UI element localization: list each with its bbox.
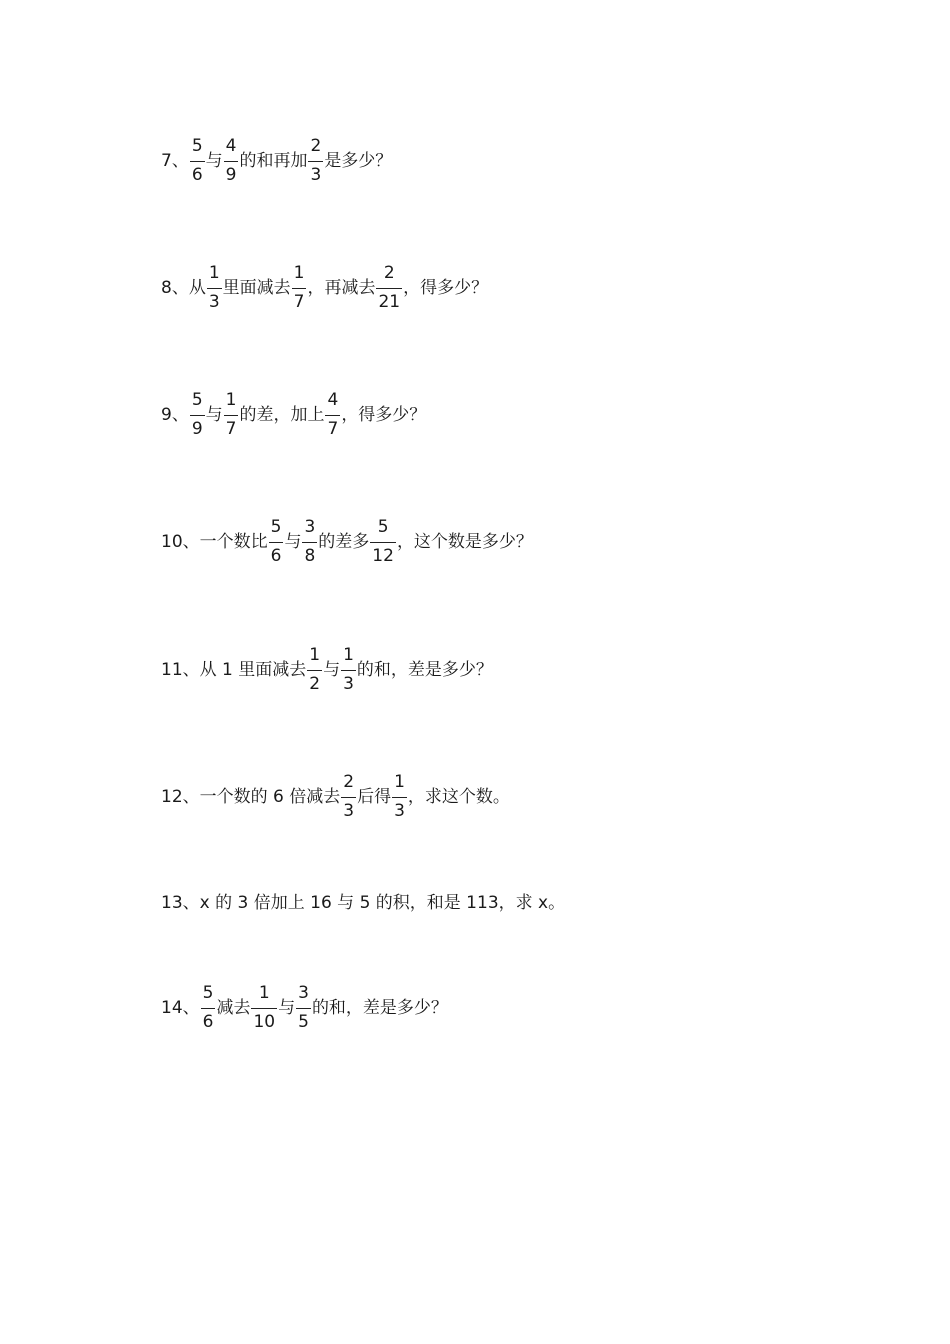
fraction-denominator: 7 xyxy=(327,419,339,439)
problem-8 xyxy=(161,265,488,311)
fraction-numerator: 2 xyxy=(343,772,355,792)
problem-text: 的和再加 xyxy=(239,150,308,171)
fraction-numerator: 4 xyxy=(327,390,339,410)
problem-text: 的差，加上 xyxy=(239,404,325,425)
fraction-denominator: 2 xyxy=(309,674,321,694)
fraction-bar xyxy=(307,670,322,671)
fraction-numerator: 1 xyxy=(225,390,237,410)
problem-text: 10、一个数比 xyxy=(161,531,268,552)
fraction xyxy=(190,138,205,184)
fraction xyxy=(269,519,284,565)
fraction xyxy=(376,265,402,311)
problem-text: ，得多少？ xyxy=(403,277,489,298)
fraction-bar xyxy=(224,415,239,416)
fraction-bar xyxy=(207,288,222,289)
problem-text: 与 xyxy=(284,531,302,552)
fraction xyxy=(224,392,239,438)
fraction-denominator: 6 xyxy=(270,546,282,566)
fraction xyxy=(190,392,205,438)
problem-text: ，求这个数。 xyxy=(407,786,510,807)
fraction-bar xyxy=(325,415,340,416)
fraction-numerator: 1 xyxy=(258,983,270,1003)
fraction-denominator: 3 xyxy=(394,801,405,821)
problem-text: 8、从 xyxy=(161,277,206,298)
fraction-numerator: 1 xyxy=(343,645,354,665)
problem-text: 与 xyxy=(278,997,296,1018)
fraction xyxy=(224,138,239,184)
fraction xyxy=(307,647,322,693)
problem-text: 11、从 1 里面减去 xyxy=(161,659,307,680)
fraction-denominator: 21 xyxy=(378,292,401,312)
fraction-bar xyxy=(392,797,407,798)
fraction-bar xyxy=(190,415,205,416)
fraction xyxy=(296,985,311,1031)
fraction-denominator: 5 xyxy=(298,1012,309,1032)
problem-text: 13、x 的 3 倍加上 16 与 5 的积，和是 113，求 x。 xyxy=(161,893,566,913)
fraction xyxy=(308,138,323,184)
fraction xyxy=(392,774,407,820)
problem-text: 后得 xyxy=(357,786,392,807)
fraction-numerator: 2 xyxy=(383,263,395,283)
fraction-numerator: 1 xyxy=(293,263,305,283)
problem-text: 7、 xyxy=(161,150,189,171)
fraction-bar xyxy=(292,288,307,289)
fraction-bar xyxy=(296,1008,311,1009)
fraction-bar xyxy=(308,161,323,162)
fraction-numerator: 1 xyxy=(394,772,405,792)
fraction-bar xyxy=(190,161,205,162)
problem-text: 里面减去 xyxy=(222,277,291,298)
fraction-denominator: 8 xyxy=(304,546,316,566)
fraction-denominator: 3 xyxy=(343,801,355,821)
problem-text: 与 xyxy=(205,150,223,171)
fraction-denominator: 6 xyxy=(202,1012,214,1032)
problem-10 xyxy=(161,519,533,565)
fraction xyxy=(370,519,396,565)
fraction-denominator: 9 xyxy=(225,165,237,185)
fraction-numerator: 4 xyxy=(225,136,237,156)
problem-text: 的和，差是多少？ xyxy=(311,997,448,1018)
fraction-numerator: 1 xyxy=(309,645,321,665)
fraction-bar xyxy=(269,542,284,543)
problem-text: 的和，差是多少？ xyxy=(356,659,493,680)
fraction xyxy=(207,265,222,311)
fraction-bar xyxy=(302,542,317,543)
fraction-denominator: 7 xyxy=(293,292,305,312)
problem-text: ，得多少？ xyxy=(341,404,427,425)
fraction-bar xyxy=(341,797,356,798)
fraction-bar xyxy=(376,288,402,289)
fraction-denominator: 3 xyxy=(310,165,322,185)
problem-text: 与 xyxy=(323,659,341,680)
fraction-numerator: 5 xyxy=(202,983,214,1003)
fraction xyxy=(251,985,277,1031)
fraction-numerator: 5 xyxy=(377,517,389,537)
fraction-denominator: 3 xyxy=(208,292,220,312)
problem-text: 减去 xyxy=(216,997,251,1018)
problem-text: 14、 xyxy=(161,997,200,1018)
fraction-numerator: 5 xyxy=(191,390,203,410)
problem-text: 与 xyxy=(205,404,223,425)
problem-text: ，再减去 xyxy=(307,277,376,298)
fraction-numerator: 2 xyxy=(310,136,322,156)
problem-12 xyxy=(161,774,510,820)
fraction-bar xyxy=(251,1008,277,1009)
problem-text: 9、 xyxy=(161,404,189,425)
fraction xyxy=(292,265,307,311)
fraction-numerator: 3 xyxy=(304,517,316,537)
problem-text: 12、一个数的 6 倍减去 xyxy=(161,786,341,807)
fraction-denominator: 7 xyxy=(225,419,237,439)
fraction-bar xyxy=(224,161,239,162)
problem-7 xyxy=(161,138,392,184)
fraction-denominator: 3 xyxy=(343,674,354,694)
fraction-bar xyxy=(341,670,356,671)
fraction xyxy=(325,392,340,438)
fraction-denominator: 6 xyxy=(191,165,203,185)
fraction xyxy=(341,647,356,693)
fraction-bar xyxy=(370,542,396,543)
fraction-numerator: 3 xyxy=(298,983,309,1003)
fraction-bar xyxy=(201,1008,216,1009)
problem-13 xyxy=(161,895,565,912)
problem-11 xyxy=(161,647,493,693)
fraction-numerator: 5 xyxy=(270,517,282,537)
problem-9 xyxy=(161,392,426,438)
fraction xyxy=(302,519,317,565)
fraction-numerator: 5 xyxy=(191,136,203,156)
fraction xyxy=(201,985,216,1031)
fraction-denominator: 10 xyxy=(253,1012,276,1032)
fraction xyxy=(341,774,356,820)
fraction-denominator: 9 xyxy=(191,419,203,439)
fraction-denominator: 12 xyxy=(372,546,394,566)
problem-text: ，这个数是多少？ xyxy=(396,531,533,552)
fraction-numerator: 1 xyxy=(208,263,220,283)
problem-text: 的差多 xyxy=(318,531,370,552)
problem-text: 是多少？ xyxy=(324,150,393,171)
problem-14 xyxy=(161,985,448,1031)
